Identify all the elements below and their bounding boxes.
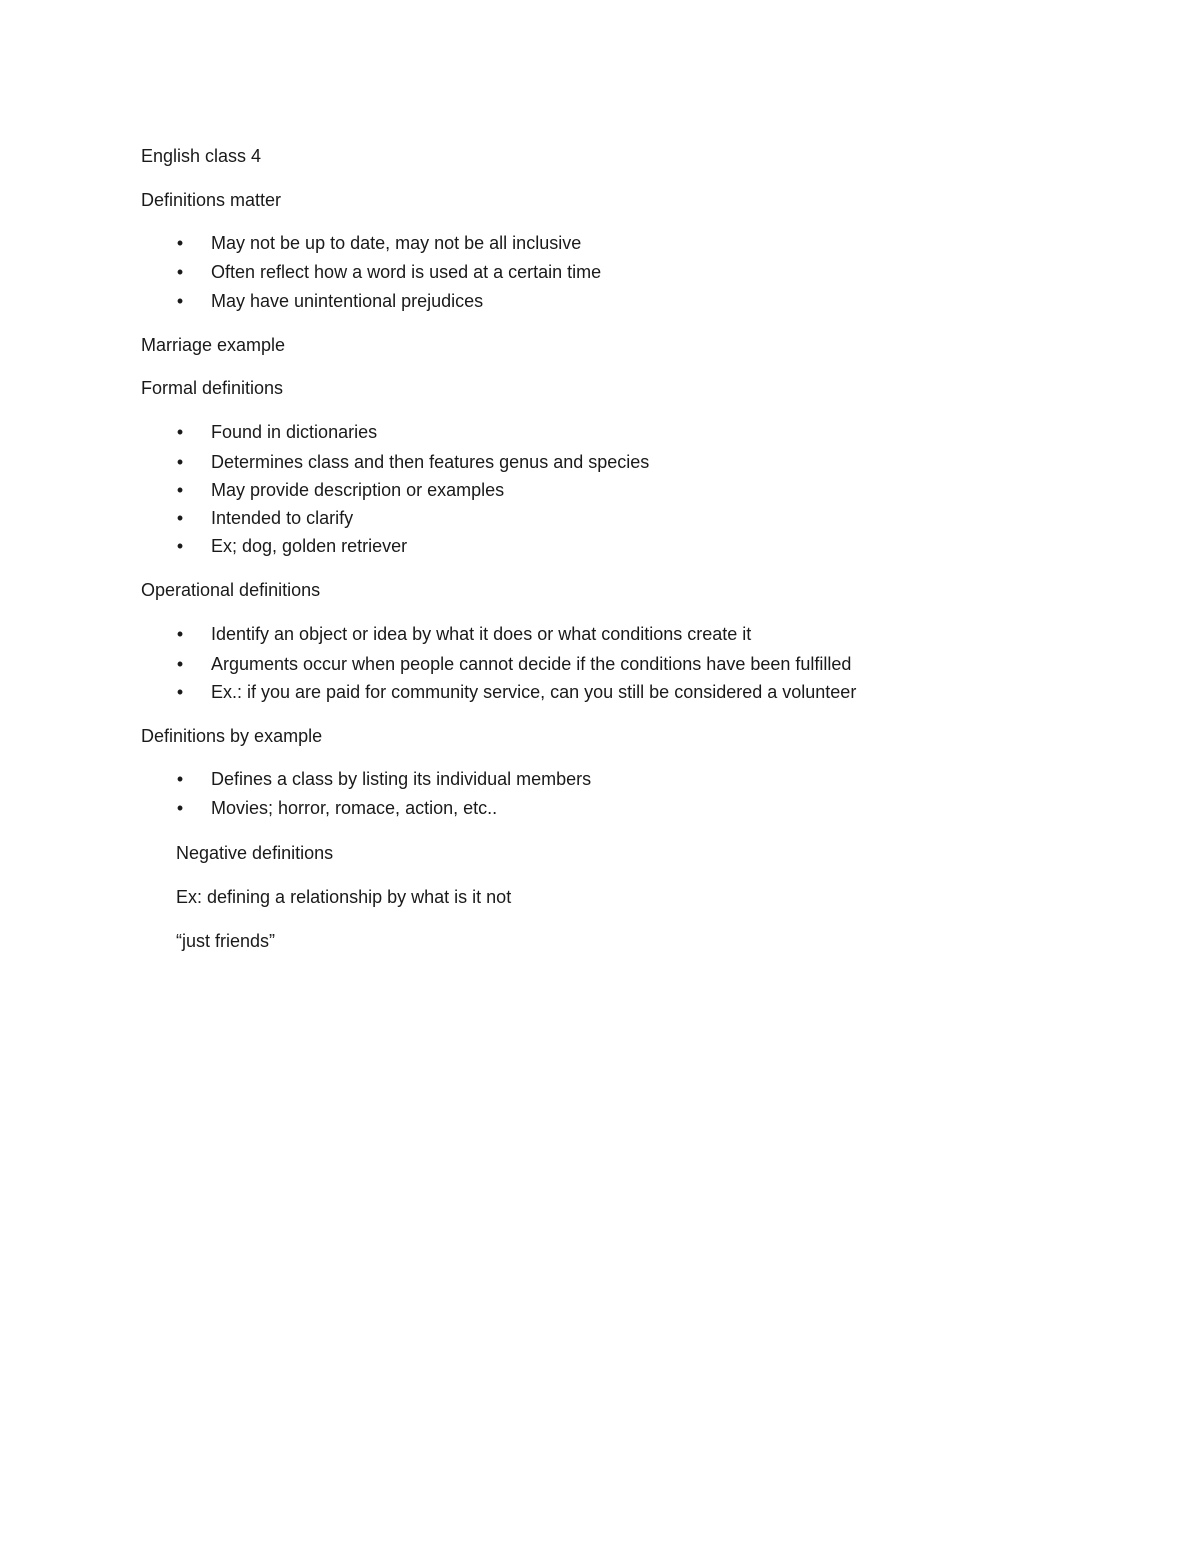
- list-item: Ex; dog, golden retriever: [211, 536, 408, 556]
- bullet-icon: [173, 479, 187, 501]
- list-item: Identify an object or idea by what it does or what conditions create it: [211, 624, 752, 644]
- section-heading: Operational definitions: [141, 580, 321, 600]
- list-item: Determines class and then features genus and species: [211, 452, 650, 472]
- section-heading: Definitions matter: [141, 190, 282, 210]
- list-item: Movies; horror, romace, action, etc..: [211, 798, 498, 818]
- list-item: Defines a class by listing its individual members: [211, 769, 592, 789]
- bullet-icon: [173, 768, 187, 790]
- list-item: May provide description or examples: [211, 480, 505, 500]
- bullet-icon: [173, 623, 187, 645]
- bullet-icon: [173, 421, 187, 443]
- bullet-icon: [173, 535, 187, 557]
- list-item: Intended to clarify: [211, 508, 354, 528]
- bullet-icon: [173, 681, 187, 703]
- bullet-icon: [173, 232, 187, 254]
- indented-paragraph: “just friends”: [176, 931, 276, 951]
- bullet-icon: [173, 797, 187, 819]
- list-item: May not be up to date, may not be all inclusive: [211, 233, 582, 253]
- list-item: May have unintentional prejudices: [211, 291, 484, 311]
- list-item: Found in dictionaries: [211, 422, 378, 442]
- list-item: Arguments occur when people cannot decide if the conditions have been fulfilled: [211, 654, 852, 674]
- section-heading: Definitions by example: [141, 726, 323, 746]
- list-item: Often reflect how a word is used at a certain time: [211, 262, 602, 282]
- bullet-icon: [173, 451, 187, 473]
- indented-paragraph: Negative definitions: [176, 843, 334, 863]
- bullet-icon: [173, 653, 187, 675]
- section-heading: Marriage example: [141, 335, 286, 355]
- document-title: English class 4: [141, 146, 262, 166]
- indented-paragraph: Ex: defining a relationship by what is it not: [176, 887, 512, 907]
- bullet-icon: [173, 290, 187, 312]
- list-item: Ex.: if you are paid for community service, can you still be considered a volunteer: [211, 682, 857, 702]
- bullet-icon: [173, 261, 187, 283]
- bullet-icon: [173, 507, 187, 529]
- section-heading: Formal definitions: [141, 378, 284, 398]
